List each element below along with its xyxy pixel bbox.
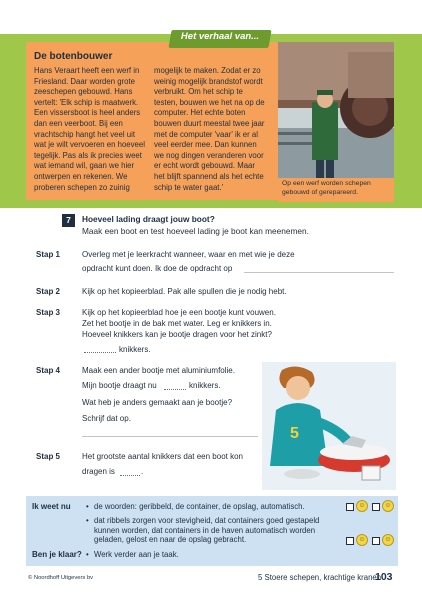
story-column-2: mogelijk te maken. Zodat er zo weinig mogelijk brandstof wordt verbruikt. Om het schip te testen, bouwen we het na op de computer. Het echte boten bouwen duurt meestal twee jaar met de computer 'vaar' ik er al veel eerder mee. Dan kunnen we nog dingen veranderen voor er echt wordt gebouwd. Maar het blijft spannend als het echte schip te water gaat.' [154,66,265,192]
step-5-period: . [141,467,144,476]
step-4-line-4: Schrijf dat op. [82,414,131,423]
story-tag: Het verhaal van... [180,31,260,42]
checkbox-1b[interactable] [372,503,380,511]
checkbox-1a[interactable] [346,503,354,511]
publisher-credit: © Noordhoff Uitgevers bv [28,575,94,581]
story-column-1: Hans Veraart heeft een werf in Friesland. Daar worden grote zeeschepen gebouwd. Hans vertelt: 'Elk schip is maatwerk. Een vissersboot is heel anders dan een veerboot. Bij een vrachtschip hangt het veel uit wat je wilt vervoeren en hoeveel tegelijk. Pas als ik precies weet wat iemand wil, gaan we hier ontwerpen en rekenen. We proberen schepen zo zuinig [34,66,145,192]
smiley-icon: ☺ [382,534,394,546]
step-3-line-1: Kijk op het kopieerblad hoe je een bootje kunt vouwen. [82,308,276,317]
page-number: 103 [375,571,393,583]
story-title: De botenbouwer [34,51,113,62]
assignment-number: 7 [62,214,75,227]
assignment-title: Hoeveel lading draagt jouw boot? [82,214,215,224]
step-1-label: Stap 1 [36,250,61,259]
bullet-marker-2: • [86,516,89,525]
step-2-line-1: Kijk op het kopieerblad. Pak alle spullen die je nodig hebt. [82,287,287,296]
bullet-2: dat ribbels zorgen voor stevigheid, dat containers goed gestapeld kunnen worden, dat containers in de haven automatisch worden geladen, gelost en naar de opslag gebracht. [94,516,320,545]
step-5-line-1: Het grootste aantal knikkers dat een boot kon [82,452,243,461]
svg-text:5: 5 [290,425,299,442]
know-label: Ik weet nu [32,502,71,511]
smiley-icon: ☺ [382,500,394,512]
chapter-title: 5 Stoere schepen, krachtige kranen [258,573,382,582]
shipyard-photo-illustration [278,42,394,178]
checkbox-2a[interactable] [346,537,354,545]
step-4-marble-field[interactable] [164,389,186,390]
step-3-line-3: Hoeveel knikkers kan je bootje dragen voor het zinkt? [82,330,272,339]
photo-caption: Op een werf worden schepen gebouwd of gerepareerd. [278,178,394,202]
bullet-1: de woorden: geribbeld, de container, de opslag, automatisch. [94,502,305,511]
bullet-marker-1: • [86,502,89,511]
step-4-label: Stap 4 [36,366,61,375]
ready-text: Werk verder aan je taak. [94,550,179,559]
boy-with-bowl-illustration [262,362,396,490]
step-4-unit: knikkers. [189,381,221,390]
step-2-label: Stap 2 [36,287,61,296]
step-1-line-1: Overleg met je leerkracht wanneer, waar en met wie je deze [82,250,295,259]
assignment-subtitle: Maak een boot en test hoeveel lading je boot kan meenemen. [82,226,309,236]
step-3-unit: knikkers. [119,345,151,354]
bullet-marker-3: • [86,550,89,559]
step-1-date-field[interactable] [244,272,394,273]
step-5-label: Stap 5 [36,452,61,461]
step-4-line-3: Wat heb je anders gemaakt aan je bootje? [82,398,233,407]
step-5-line-2: dragen is [82,467,115,476]
step-3-marble-field[interactable] [84,352,116,353]
boy-with-bowl-drawing [262,362,396,490]
ready-label: Ben je klaar? [32,550,82,559]
smiley-icon: ☺ [356,500,368,512]
step-3-line-2: Zet het bootje in de bak met water. Leg er knikkers in. [82,319,272,328]
top-margin [0,0,422,34]
step-4-line-1: Maak een ander bootje met aluminiumfolie. [82,366,235,375]
step-5-answer-field[interactable] [120,475,140,476]
step-4-answer-line[interactable] [82,436,258,437]
step-4-line-2: Mijn bootje draagt nu [82,381,157,390]
checkbox-2b[interactable] [372,537,380,545]
step-3-label: Stap 3 [36,308,61,317]
step-1-line-2: opdracht kunt doen. Ik doe de opdracht op [82,264,233,273]
smiley-icon: ☺ [356,534,368,546]
shipyard-photo [278,42,394,178]
